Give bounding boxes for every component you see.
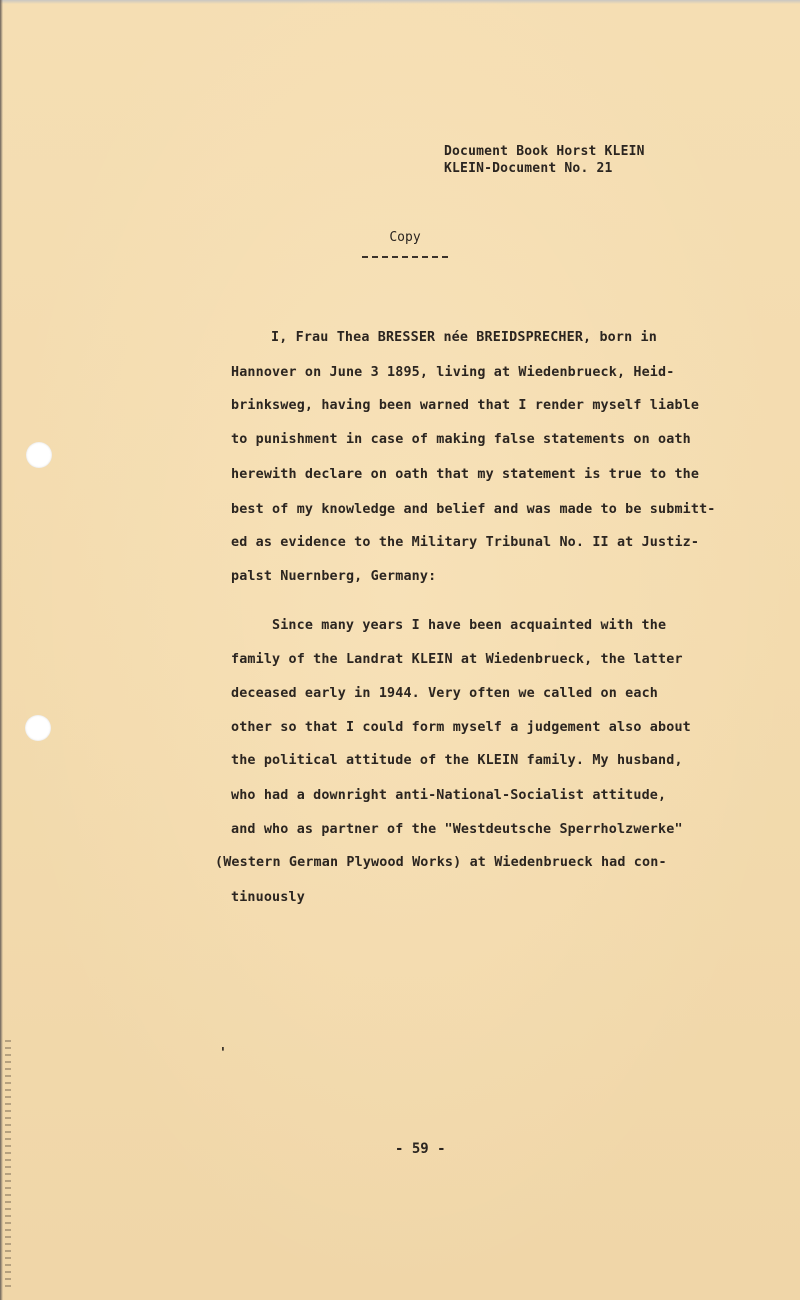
text-line: herewith declare on oath that my statement is true to the [231,467,700,482]
document-book-line: Document Book Horst KLEIN [444,144,645,159]
text-line: Since many years I have been acquainted with the [272,618,667,633]
page-top-edge [0,0,800,4]
page-number: - 59 - [395,1141,446,1157]
text-line: deceased early in 1944. Very often we called on each [231,686,659,701]
text-line: and who as partner of the "Westdeutsche Sperrholzwerke" [231,822,683,837]
text-line: ed as evidence to the Military Tribunal No. II at Justiz- [231,535,700,550]
text-line: (Western German Plywood Works) at Wiedenbrueck had con- [215,855,667,870]
text-line: Hannover on June 3 1895, living at Wiedenbrueck, Heid- [231,365,675,380]
punch-hole-lower [25,715,51,741]
text-line: family of the Landrat KLEIN at Wiedenbrueck, the latter [231,652,683,667]
document-reference [444,143,645,177]
text-line: I, Frau Thea BRESSER née BREIDSPRECHER, born in [271,330,657,345]
text-line: to punishment in case of making false statements on oath [231,432,691,447]
stray-ink-mark: ' [219,1046,227,1061]
binding-marks [5,1040,11,1290]
text-line: other so that I could form myself a judgement also about [231,720,691,735]
document-number-line: KLEIN-Document No. 21 [444,161,613,176]
punch-hole-upper [26,442,52,468]
page-left-edge [0,0,3,1300]
text-line: the political attitude of the KLEIN family. My husband, [231,753,683,768]
text-line: who had a downright anti-National-Socialist attitude, [231,788,667,803]
text-line: tinuously [231,890,305,905]
copy-title: Copy [389,230,421,245]
copy-title-underline [362,256,448,258]
text-line: palst Nuernberg, Germany: [231,569,437,584]
text-line: best of my knowledge and belief and was made to be submitt- [231,502,716,517]
text-line: brinksweg, having been warned that I render myself liable [231,398,700,413]
